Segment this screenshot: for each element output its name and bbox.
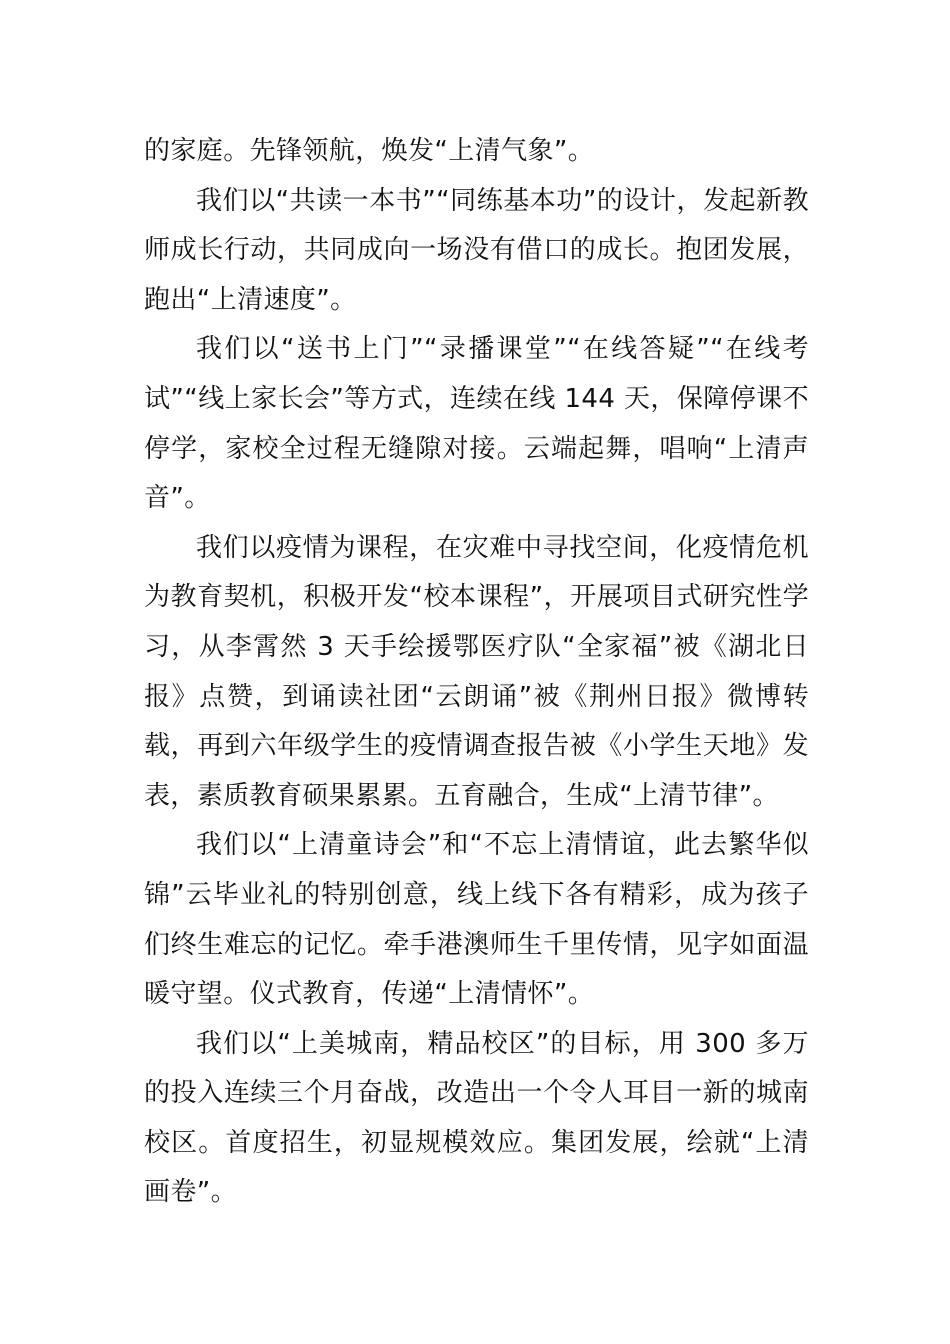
document-body xyxy=(144,127,809,1218)
paragraph-campus-development: 我们以“上美城南，精品校区”的目标，用 300 多万的投入连续三个月奋战，改造出一个令人耳目一新的城南校区。首度招生，初显规模效应。集团发展，绘就“上清画卷”。 xyxy=(144,1028,809,1208)
paragraph-continuation: 的家庭。先锋领航，焕发“上清气象”。 xyxy=(144,136,595,166)
paragraph-epidemic-curriculum: 我们以疫情为课程，在灾难中寻找空间，化疫情危机为教育契机，积极开发“校本课程”，开展项目式研究性学习，从李霄然 3 天手绘援鄂医疗队“全家福”被《湖北日报》点赞，到诵读社团“云朗诵”被《荆州日报》微博转载，再到六年级学生的疫情调查报告被《小学生天地》发表，素质教育硕果累累。五育融合，生成“上清节律”。 xyxy=(144,532,809,811)
paragraph-online-teaching: 我们以“送书上门”“录播课堂”“在线答疑”“在线考试”“线上家长会”等方式，连续在线 144 天，保障停课不停学，家校全过程无缝隙对接。云端起舞，唱响“上清声音”。 xyxy=(144,334,809,514)
paragraph-graduation-ceremony: 我们以“上清童诗会”和“不忘上清情谊，此去繁华似锦”云毕业礼的特别创意，线上线下各有精彩，成为孩子们终生难忘的记忆。牵手港澳师生千里传情，见字如面温暖守望。仪式教育，传递“上清情怀”。 xyxy=(144,830,809,1010)
paragraph-teacher-growth: 我们以“共读一本书”“同练基本功”的设计，发起新教师成长行动，共同成向一场没有借口的成长。抱团发展，跑出“上清速度”。 xyxy=(144,185,809,315)
